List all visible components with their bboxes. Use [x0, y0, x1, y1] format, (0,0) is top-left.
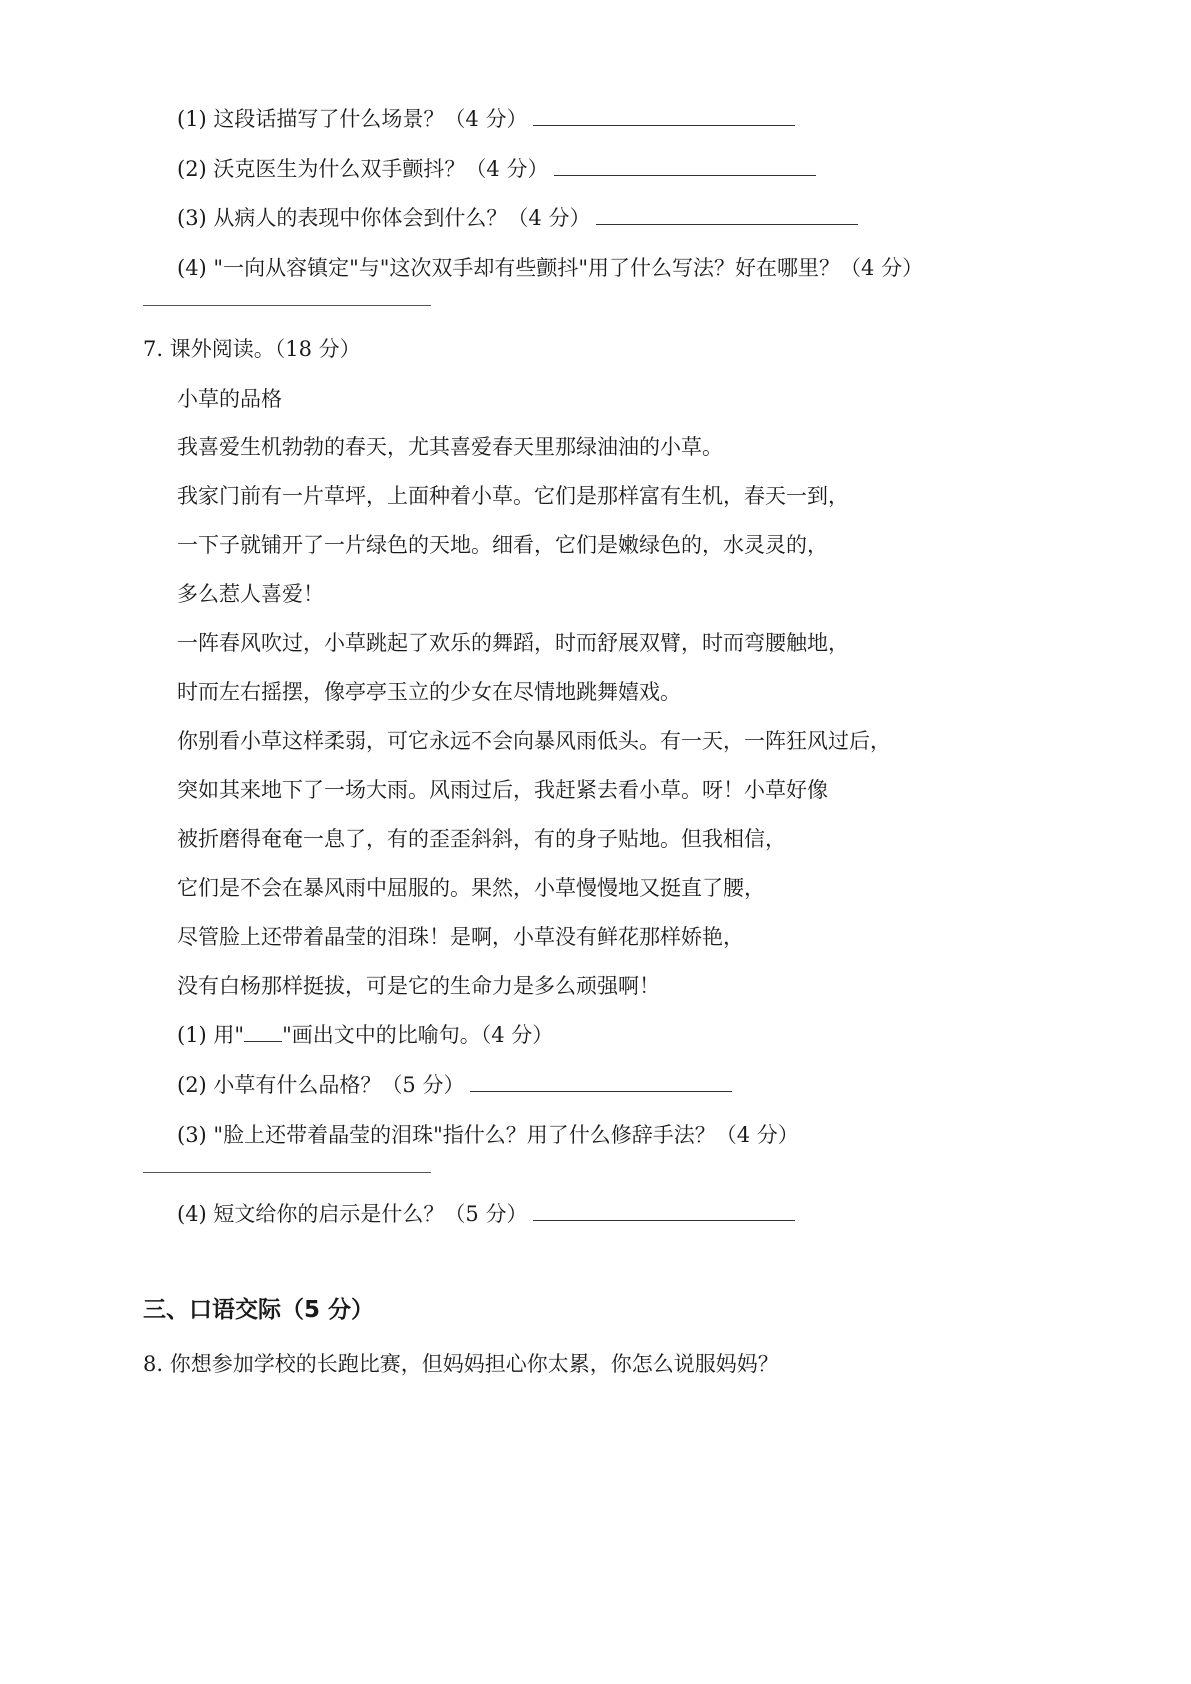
question-6-2: (2) 沃克医生为什么双手颤抖？（4 分） [177, 155, 816, 183]
passage-line: 没有白杨那样挺拔，可是它的生命力是多么顽强啊！ [177, 974, 660, 998]
passage-line: 我家门前有一片草坪，上面种着小草。它们是那样富有生机，春天一到， [177, 484, 849, 508]
question-6-3: (3) 从病人的表现中你体会到什么？（4 分） [177, 204, 858, 232]
answer-blank [596, 206, 858, 225]
question-7-4: (4) 短文给你的启示是什么？（5 分） [177, 1200, 795, 1228]
answer-blank [533, 107, 795, 126]
passage-line: 它们是不会在暴风雨中屈服的。果然，小草慢慢地又挺直了腰， [177, 876, 765, 900]
passage-line: 一下子就铺开了一片绿色的天地。细看，它们是嫩绿色的，水灵灵的， [177, 533, 828, 557]
answer-blank [554, 157, 816, 176]
passage-line: 被折磨得奄奄一息了，有的歪歪斜斜，有的身子贴地。但我相信， [177, 827, 786, 851]
section-heading: 三、口语交际（5 分） [143, 1297, 375, 1323]
answer-line [143, 1172, 431, 1173]
answer-line [143, 305, 431, 306]
question-7-1: (1) 用" "画出文中的比喻句。（4 分） [177, 1023, 554, 1047]
passage-line: 一阵春风吹过，小草跳起了欢乐的舞蹈，时而舒展双臂，时而弯腰触地， [177, 631, 849, 655]
question-8: 8. 你想参加学校的长跑比赛，但妈妈担心你太累，你怎么说服妈妈？ [143, 1352, 779, 1376]
answer-blank [533, 1202, 795, 1221]
passage-title: 小草的品格 [177, 387, 282, 411]
passage-line: 多么惹人喜爱！ [177, 582, 324, 606]
question-7-2: (2) 小草有什么品格？（5 分） [177, 1071, 732, 1099]
passage-line: 你别看小草这样柔弱，可它永远不会向暴风雨低头。有一天，一阵狂风过后， [177, 729, 891, 753]
question-7-3: (3) "脸上还带着晶莹的泪珠"指什么？用了什么修辞手法？（4 分） [177, 1123, 799, 1147]
underline-marker [244, 1023, 282, 1042]
passage-line: 突如其来地下了一场大雨。风雨过后，我赶紧去看小草。呀！小草好像 [177, 778, 828, 802]
question-6-4: (4) "一向从容镇定"与"这次双手却有些颤抖"用了什么写法？好在哪里？（4 分） [177, 256, 924, 280]
passage-line: 尽管脸上还带着晶莹的泪珠！是啊，小草没有鲜花那样娇艳， [177, 925, 744, 949]
passage-line: 时而左右摇摆，像亭亭玉立的少女在尽情地跳舞嬉戏。 [177, 680, 681, 704]
answer-blank [470, 1073, 732, 1092]
passage-line: 我喜爱生机勃勃的春天，尤其喜爱春天里那绿油油的小草。 [177, 435, 723, 459]
question-7-title: 7. 课外阅读。（18 分） [143, 337, 361, 361]
question-6-1: (1) 这段话描写了什么场景？（4 分） [177, 105, 795, 133]
